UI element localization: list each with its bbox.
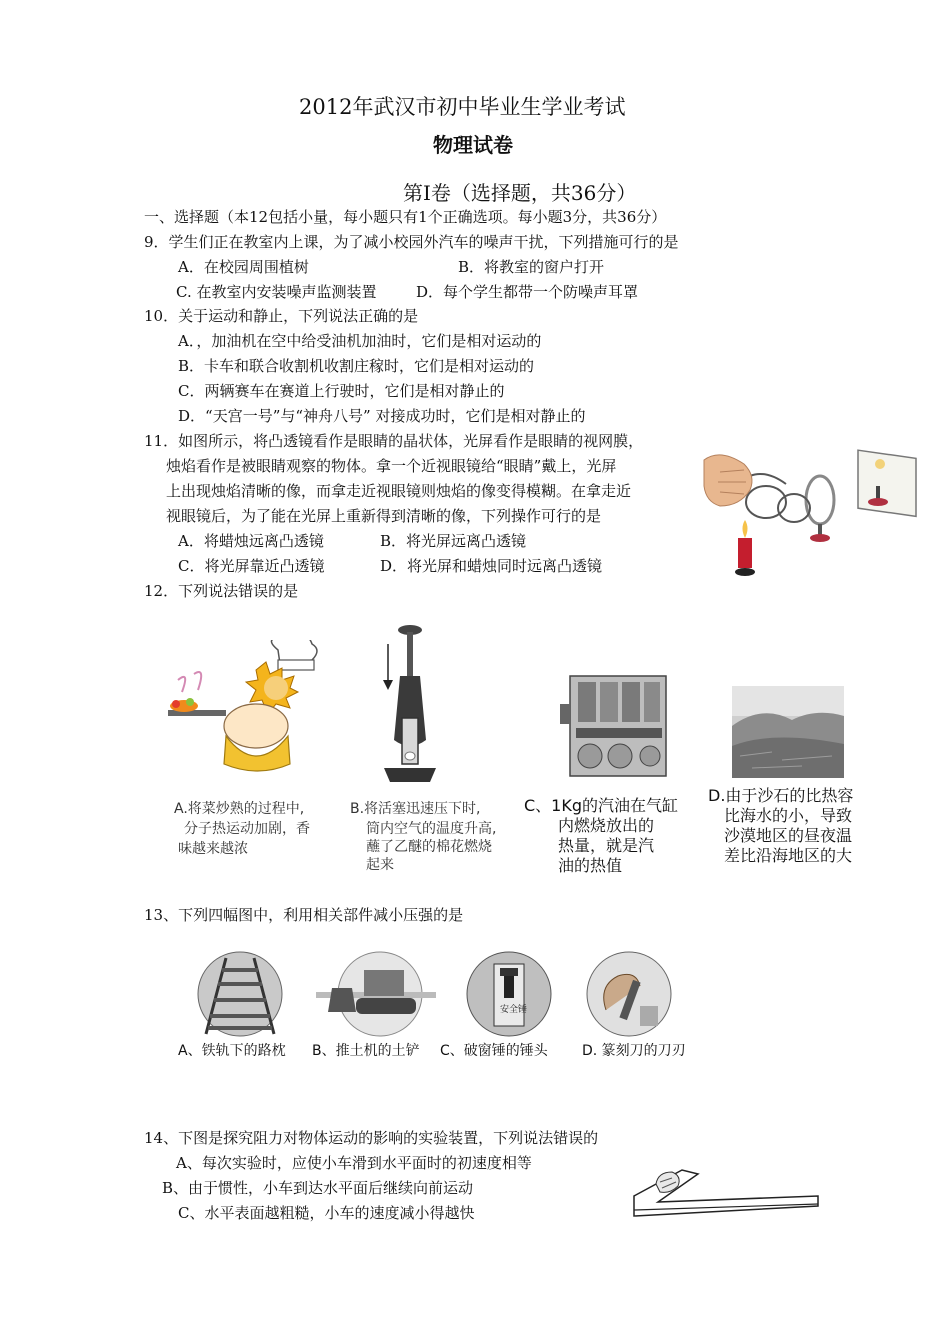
- q13-stem: 13、下列四幅图中，利用相关部件减小压强的是: [144, 906, 464, 924]
- q12-a-line-3: 味越来越浓: [178, 841, 248, 857]
- q12-d-line-1: D.由于沙石的比热容: [708, 786, 854, 805]
- q14-option-c: C、水平表面越粗糙，小车的速度减小得越快: [178, 1204, 475, 1222]
- q11-option-d: D．将光屏和蜡烛同时远离凸透镜: [380, 557, 603, 575]
- part-intro: 一、选择题（本12包括小量，每小题只有1个正确选项。每小题3分，共36分）: [144, 208, 667, 226]
- q11-lens-figure: [700, 420, 922, 588]
- q9-option-c: C. 在教室内安装噪声监测装置: [176, 283, 377, 301]
- q11-option-c: C．将光屏靠近凸透镜: [178, 557, 325, 575]
- q13-option-b: B、推土机的土铲: [312, 1043, 420, 1059]
- q10-stem: 10．关于运动和静止，下列说法正确的是: [144, 307, 419, 325]
- q12-d-line-2: 比海水的小，导致: [724, 806, 853, 825]
- q12-c-line-3: 热量，就是汽: [558, 836, 655, 855]
- q12-a-line-1: A.将菜炒熟的过程中,: [174, 801, 305, 817]
- q13-hammer-sign: 安全锤: [500, 1005, 528, 1015]
- q14-option-b: B、由于惯性，小车到达水平面后继续向前运动: [162, 1179, 474, 1197]
- q11-line-2: 烛焰看作是被眼睛观察的物体。拿一个近视眼镜给“眼睛”戴上，光屏: [166, 457, 617, 475]
- q13-option-c: C、破窗锤的锤头: [440, 1043, 548, 1059]
- q12-b-line-3: 蘸了乙醚的棉花燃烧: [366, 839, 492, 855]
- q12-engine-image: [560, 668, 678, 788]
- q12-chef-image: [158, 640, 328, 780]
- q10-option-a: A．，加油机在空中给受油机加油时，它们是相对运动的: [178, 332, 542, 350]
- q13-safety-hammer-image: [464, 950, 554, 1038]
- q12-stem: 12．下列说法错误的是: [144, 582, 299, 600]
- q9-option-d: D．每个学生都带一个防噪声耳罩: [416, 283, 639, 301]
- q11-option-b: B．将光屏远离凸透镜: [380, 532, 527, 550]
- q9-option-b: B．将教室的窗户打开: [458, 258, 605, 276]
- q14-stem: 14、下图是探究阻力对物体运动的影响的实验装置，下列说法错误的: [144, 1129, 599, 1147]
- q12-c-line-4: 油的热值: [558, 856, 623, 875]
- q12-fire-syringe-image: [370, 622, 450, 790]
- q11-line-3: 上出现烛焰清晰的像，而拿走近视眼镜则烛焰的像变得模糊。在拿走近: [166, 482, 632, 500]
- q12-a-line-2: 分子热运动加剧，香: [184, 821, 310, 837]
- q14-option-a: A、每次实验时，应使小车滑到水平面时的初速度相等: [176, 1154, 532, 1172]
- q13-railway-sleepers-image: [196, 950, 284, 1038]
- q12-c-line-2: 内燃烧放出的: [558, 816, 655, 835]
- q12-b-line-1: B.将活塞迅速压下时,: [350, 801, 481, 817]
- q12-c-line-1: C、1Kg的汽油在气缸: [524, 796, 679, 815]
- q13-option-a: A、铁轨下的路枕: [178, 1043, 286, 1059]
- q12-b-line-4: 起来: [366, 857, 394, 873]
- q11-line-4: 视眼镜后，为了能在光屏上重新得到清晰的像，下列操作可行的是: [166, 507, 602, 525]
- q13-bulldozer-image: [312, 950, 442, 1038]
- q10-option-d: D．“天宫一号”与“神舟八号” 对接成功时，它们是相对静止的: [178, 407, 586, 425]
- q9-stem: 9．学生们正在教室内上课，为了减小校园外汽车的噪声干扰，下列措施可行的是: [144, 233, 679, 251]
- paper-subtitle: 物理试卷: [433, 133, 513, 157]
- q11-line-1: 11．如图所示，将凸透镜看作是眼睛的晶状体，光屏看作是眼睛的视网膜，: [144, 432, 644, 450]
- q10-option-c: C．两辆赛车在赛道上行驶时，它们是相对静止的: [178, 382, 505, 400]
- q12-desert-image: [732, 686, 844, 778]
- q12-b-line-2: 筒内空气的温度升高,: [366, 821, 497, 837]
- q9-option-a: A．在校园周围植树: [178, 258, 309, 276]
- q12-d-line-4: 差比沿海地区的大: [724, 846, 853, 865]
- q12-d-line-3: 沙漠地区的昼夜温: [724, 826, 853, 845]
- exam-title: 2012年武汉市初中毕业生学业考试: [299, 95, 626, 119]
- q13-option-d: D. 篆刻刀的刀刃: [582, 1043, 686, 1059]
- section-heading: 第Ⅰ卷（选择题，共36分）: [403, 181, 637, 205]
- q11-option-a: A．将蜡烛远离凸透镜: [178, 532, 324, 550]
- q10-option-b: B．卡车和联合收割机收割庄稼时，它们是相对运动的: [178, 357, 535, 375]
- q14-incline-cart-image: [628, 1164, 824, 1224]
- q13-carving-knife-image: [584, 950, 674, 1038]
